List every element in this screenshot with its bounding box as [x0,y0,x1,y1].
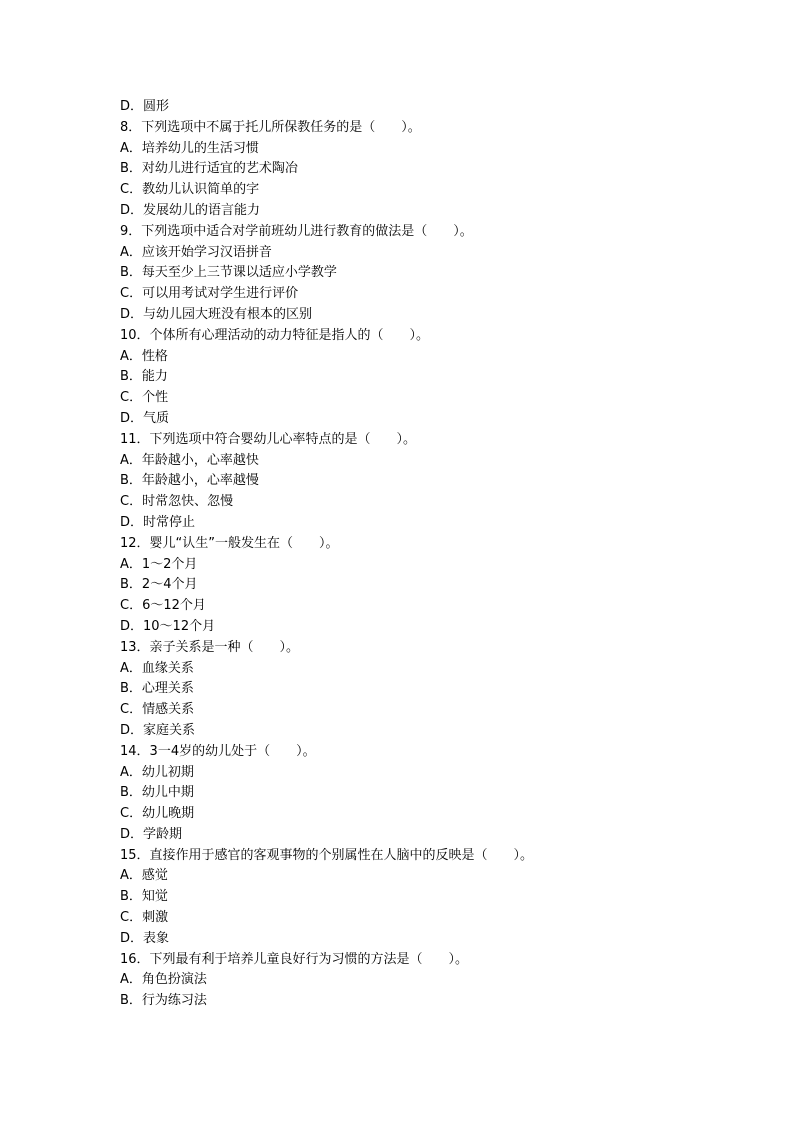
option-line: D．圆形 [120,99,170,114]
option-line: A．角色扮演法 [120,972,207,988]
option-line: A．幼儿初期 [120,764,194,780]
option-line: B．对幼儿进行适宜的艺术陶冶 [120,161,298,177]
question-line: 14．3一4岁的幼儿处于（ ）。 [120,743,316,759]
option-line: A．感觉 [120,868,168,884]
question-line: 15．直接作用于感官的客观事物的个别属性在人脑中的反映是（ ）。 [120,847,534,863]
option-line: B．2～4个月 [120,577,198,593]
question-line: 12．婴儿“认生”一般发生在（ ）。 [120,535,339,551]
option-line: A．年龄越小，心率越快 [120,452,259,468]
option-line: A．血缘关系 [120,660,194,676]
option-line: B．知觉 [120,889,168,905]
option-line: B．行为练习法 [120,993,207,1009]
option-line: B．幼儿中期 [120,785,194,801]
option-line: C．教幼儿认识简单的字 [120,182,260,198]
question-line: 16．下列最有利于培养儿童良好行为习惯的方法是（ ）。 [120,951,469,967]
option-line: B．年龄越小，心率越慢 [120,473,259,489]
option-line: D．家庭关系 [120,722,196,738]
question-line: 8．下列选项中不属于托儿所保教任务的是（ ）。 [120,119,421,135]
option-line: A．应该开始学习汉语拼音 [120,244,272,260]
option-line: C．6～12个月 [120,598,206,614]
option-line: C．幼儿晚期 [120,806,195,822]
option-line: D．时常停止 [120,514,196,530]
option-line: A．1～2个月 [120,556,198,572]
option-line: B．每天至少上三节课以适应小学教学 [120,265,337,281]
question-line: 10．个体所有心理活动的动力特征是指人的（ ）。 [120,327,430,343]
option-line: B．心理关系 [120,681,194,697]
option-line: D．发展幼儿的语言能力 [120,202,261,218]
question-line: 9．下列选项中适合对学前班幼儿进行教育的做法是（ ）。 [120,223,473,239]
question-line: 13．亲子关系是一种（ ）。 [120,639,300,655]
option-line: C．刺激 [120,910,169,926]
option-line: D．表象 [120,930,170,946]
option-line: B．能力 [120,369,168,385]
question-line: 11．下列选项中符合婴幼儿心率特点的是（ ）。 [120,431,417,447]
option-line: C．个性 [120,390,169,406]
option-line: C．情感关系 [120,702,195,718]
option-line: D．气质 [120,410,170,426]
option-line: C．时常忽快、忽慢 [120,494,234,510]
option-line: C．可以用考试对学生进行评价 [120,286,299,302]
option-line: D．学龄期 [120,826,183,842]
option-line: A．性格 [120,348,168,364]
option-line: A．培养幼儿的生活习惯 [120,140,259,156]
option-line: D．10～12个月 [120,618,216,634]
option-line: D．与幼儿园大班没有根本的区别 [120,306,313,322]
document-body [120,97,760,1012]
